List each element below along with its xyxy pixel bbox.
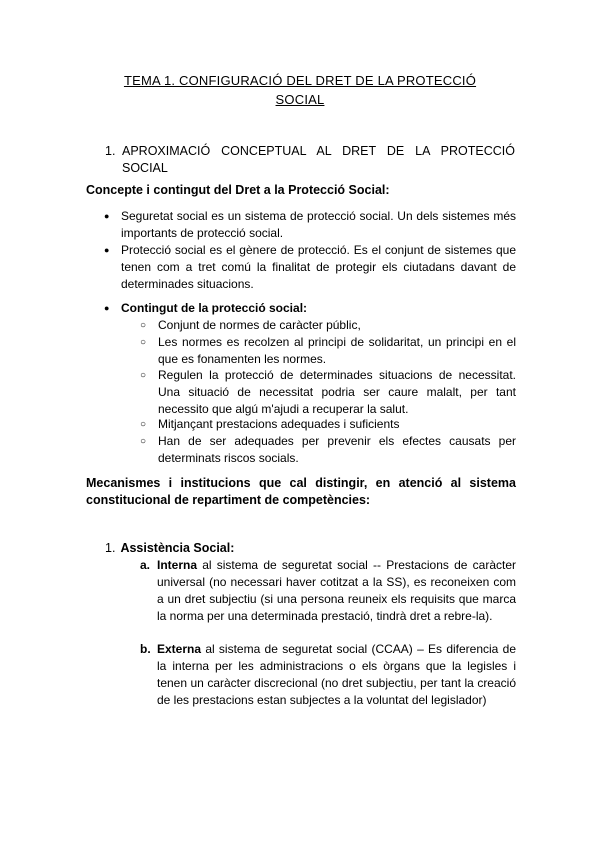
bullet-icon: ●: [104, 245, 110, 255]
document-title: [90, 71, 510, 109]
circle-bullet-icon: ○: [140, 436, 147, 447]
circle-bullet-icon: ○: [140, 320, 147, 331]
sub-list-item: [140, 416, 516, 433]
item-bold-term: Interna: [157, 558, 198, 572]
item-text: [157, 557, 516, 625]
assistencia-title: Assistència Social:: [120, 541, 235, 555]
circle-bullet-icon: ○: [140, 337, 147, 348]
bullet-icon: ●: [104, 211, 110, 221]
section-number: 1.: [105, 144, 116, 158]
sub-list-item: [140, 317, 516, 334]
item-bold-term: Externa: [157, 642, 202, 656]
concept-heading: Concepte i contingut del Dret a la Protecció Social:: [86, 183, 390, 197]
circle-bullet-icon: ○: [140, 419, 147, 430]
sub-item-text: Mitjançant prestacions adequades i suficients: [158, 417, 400, 431]
sub-list-item: [140, 367, 516, 418]
circle-bullet-icon: ○: [140, 370, 147, 381]
title-line-2: SOCIAL: [275, 92, 325, 107]
alpha-list-item: [140, 641, 516, 709]
sub-list-item: [140, 334, 516, 368]
sub-item-text: Les normes es recolzen al principi de solidaritat, un principi en el que es fonamenten les normes.: [158, 335, 516, 366]
assistencia-heading: [105, 541, 234, 555]
item-letter: b.: [140, 642, 151, 656]
list-item: [104, 300, 516, 317]
title-line-1: TEMA 1. CONFIGURACIÓ DEL DRET DE LA PROTECCIÓ: [123, 73, 477, 88]
contingut-heading: Contingut de la protecció social:: [121, 301, 308, 315]
sub-item-text: Han de ser adequades per prevenir els efectes causats per determinats riscos socials.: [158, 434, 516, 465]
sub-item-text: Conjunt de normes de caràcter públic,: [158, 318, 361, 332]
section-title: APROXIMACIÓ CONCEPTUAL AL DRET DE LA PROTECCIÓ SOCIAL: [122, 144, 515, 175]
item-body: al sistema de seguretat social -- Prestacions de caràcter universal (no necessari haver cotitzat a la SS), es reconeixen com a un dret subjectiu (si una persona reuneix els requisits que marca la norma per una determinada prestació, tindrà dret a rebre-la).: [157, 558, 516, 623]
list-item: [104, 208, 516, 242]
item-letter: a.: [140, 558, 151, 572]
sub-list-item: [140, 433, 516, 467]
bullet-icon: ●: [104, 303, 110, 313]
bullet-text: Protecció social es el gènere de protecció. Es el conjunt de sistemes que tenen com a tret comú la finalitat de protegir els ciutadans davant de determinades situacions.: [121, 243, 516, 291]
bullet-text: Seguretat social es un sistema de protecció social. Un dels sistemes més importants de protecció social.: [121, 209, 516, 240]
item-body: al sistema de seguretat social (CCAA) – Es diferencia de la interna per les administracions o els òrgans que la legisles i tenen un caràcter discrecional (no dret subjectiu, per tant la creació de les prestacions estan subjectes a la voluntat del legislador): [157, 642, 516, 707]
mecanismes-heading: Mecanismes i institucions que cal distingir, en atenció al sistema constitucional de repartiment de competències:: [86, 476, 516, 507]
list-item: [104, 242, 516, 293]
sub-item-text: Regulen la protecció de determinades situacions de necessitat. Una situació de necessitat podria ser caure malalt, per tant necessito que algú m'ajudi a recuperar la salut.: [158, 368, 516, 416]
item-text: [157, 641, 516, 709]
alpha-list-item: [140, 557, 516, 625]
assistencia-number: 1.: [105, 541, 116, 555]
